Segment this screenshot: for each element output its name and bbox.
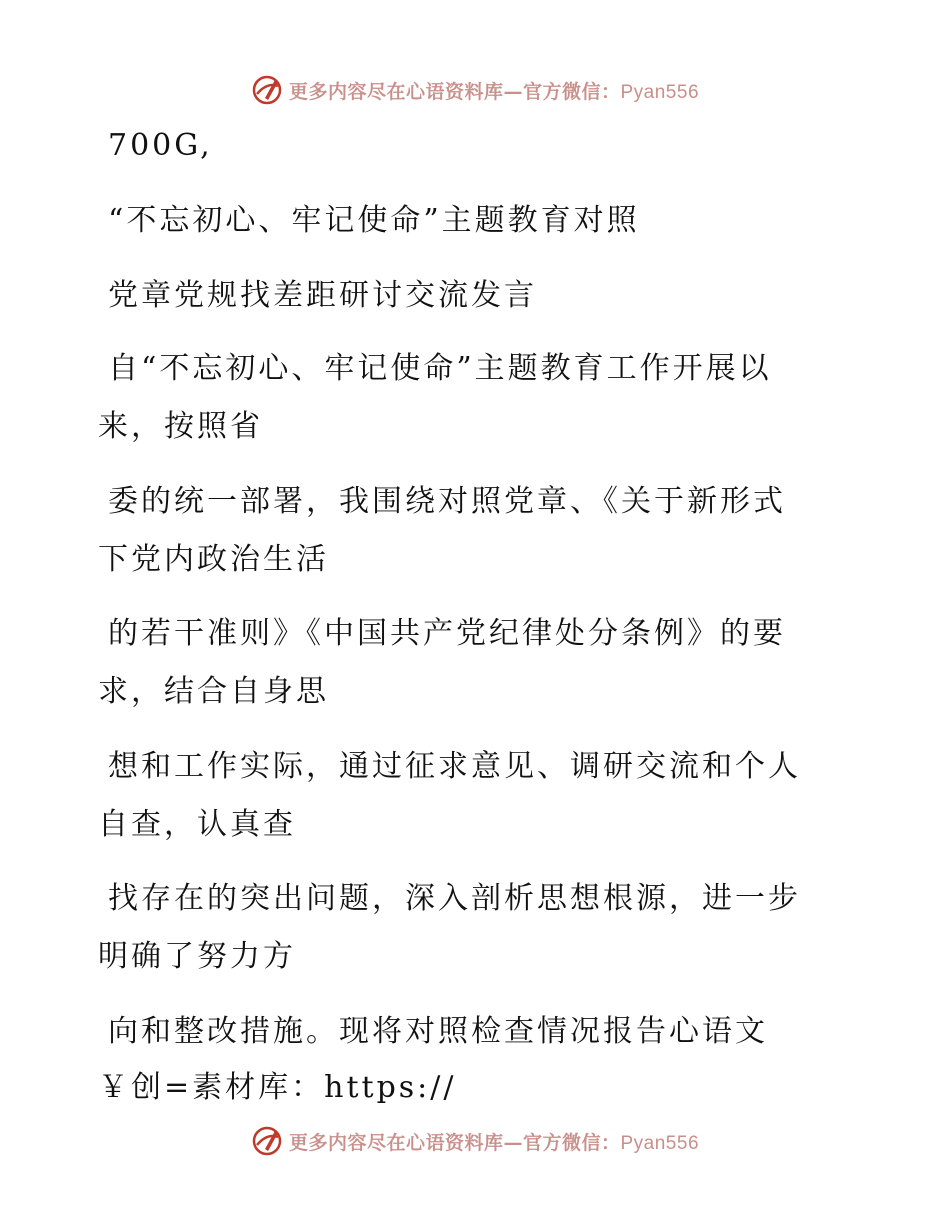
doc-title-line-1: “不忘初心、牢记使命”主题教育对照	[108, 203, 640, 238]
brand-logo-icon	[251, 1125, 283, 1157]
doc-line-14: 向和整改措施。现将对照检查情况报告心语文	[108, 1014, 768, 1049]
doc-line-15: ￥创=素材库：https://	[98, 1070, 457, 1105]
doc-line-4: 自“不忘初心、牢记使命”主题教育工作开展以	[108, 351, 772, 386]
watermark-footer	[0, 1121, 950, 1161]
doc-line-11: 自查，认真查	[98, 807, 296, 842]
watermark-header	[0, 70, 950, 110]
doc-title-line-2: 党章党规找差距研讨交流发言	[108, 278, 537, 313]
doc-line-1: 700G,	[108, 128, 213, 163]
brand-logo-icon	[251, 74, 283, 106]
doc-line-9: 求，结合自身思	[98, 674, 329, 709]
doc-line-5: 来，按照省	[98, 409, 263, 444]
doc-line-10: 想和工作实际，通过征求意见、调研交流和个人	[108, 749, 801, 784]
watermark-text: 更多内容尽在心语资料库—官方微信：Pyan556	[288, 1131, 700, 1154]
watermark-text: 更多内容尽在心语资料库—官方微信：Pyan556	[288, 80, 700, 103]
doc-line-7: 下党内政治生活	[98, 542, 329, 577]
doc-line-13: 明确了努力方	[98, 939, 296, 974]
doc-line-12: 找存在的突出问题，深入剖析思想根源，进一步	[108, 881, 801, 916]
doc-line-6: 委的统一部署，我围绕对照党章、《关于新形式	[108, 484, 786, 519]
doc-line-8: 的若干准则》《中国共产党纪律处分条例》的要	[108, 616, 786, 651]
